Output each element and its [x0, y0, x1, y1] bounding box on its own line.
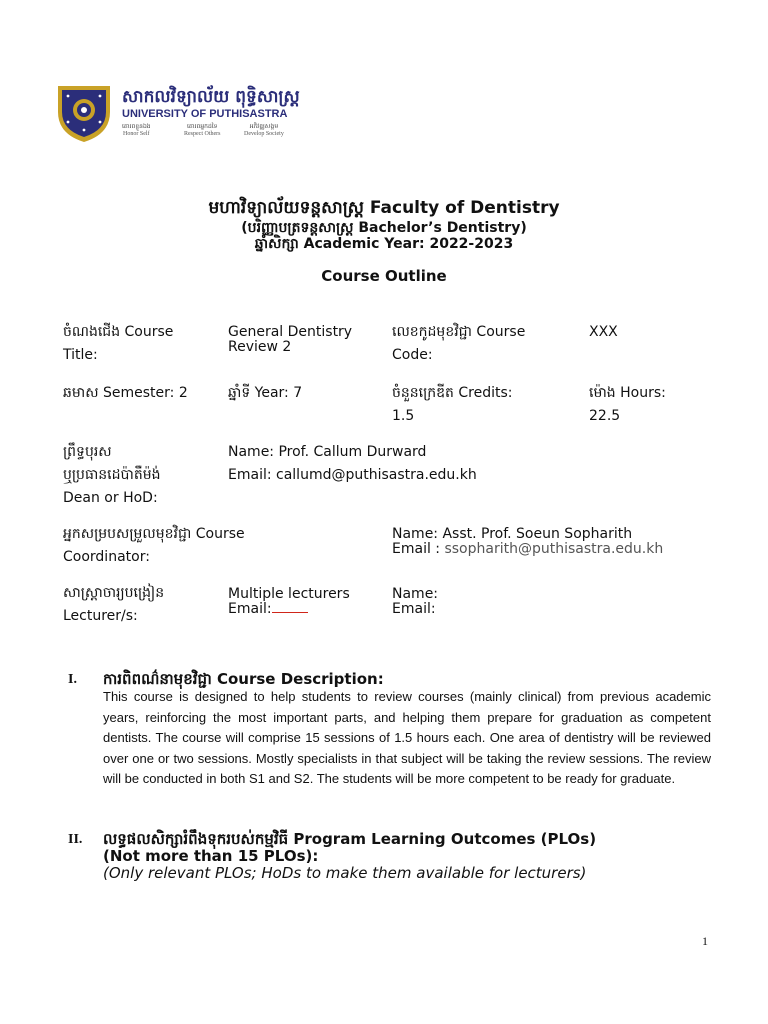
credits [392, 382, 513, 428]
tagline-english: Respect Others [184, 131, 221, 137]
plo-heading-line: លទ្ធផលសិក្សារំពឹងទុករបស់កម្មវិធី Program Learning Outcomes (PLOs) [103, 830, 597, 848]
university-name: UNIVERSITY OF PUTHISASTRA [122, 108, 288, 120]
label-line: Code: [392, 347, 433, 363]
label-line: អ្នកសម្របសម្រួលមុខវិជ្ជា Course [63, 526, 245, 542]
coordinator-label [63, 523, 245, 569]
course-description-text: This course is designed to help students to review courses (mainly clinical) from previous academic years, reinforcing the most important parts, and helping them prepare for graduation as competent dentists. The course will comprise 15 sessions of 1.5 hours each. One area of dentistry will be reviewed over one or two sessions. Mostly specialists in that subject will be taking the review sessions. The review will be conducted in both S1 and S2. The students will be more competent to be ready for graduate. [103, 689, 711, 786]
label-line: Coordinator: [63, 549, 150, 565]
course-code-label [392, 321, 525, 367]
course-title-label [63, 321, 173, 367]
label-line: សាស្ត្រាចារ្យបង្រៀន [63, 585, 165, 601]
value-line: General Dentistry [228, 324, 353, 340]
lecturer-name-email [392, 587, 438, 617]
tagline-respect-others [184, 122, 221, 137]
section-2-numeral: II. [68, 832, 83, 847]
coordinator-name: Name: Asst. Prof. Soeun Sopharith [392, 526, 633, 542]
coordinator-email-link[interactable]: ssopharith@puthisastra.edu.kh [444, 541, 664, 557]
label-line: ចំណងជើង Course [63, 324, 174, 340]
faculty-title: មហាវិទ្យាល័យទន្តសាស្ត្រ Faculty of Dentistry [208, 198, 560, 218]
year: ឆ្នាំទី Year: 7 [228, 385, 303, 401]
plo-heading-line: (Not more than 15 PLOs): [103, 847, 319, 865]
coordinator-contact [392, 527, 663, 557]
semester: ឆមាស Semester: 2 [63, 385, 188, 401]
tagline-khmer: អភិវឌ្ឍសង្គម [249, 124, 279, 130]
lecturer-value: Multiple lecturers [228, 586, 350, 602]
lecturer-label [63, 582, 164, 628]
email-label: Email: [228, 601, 272, 617]
hours-label: ម៉ោង Hours: [589, 385, 666, 401]
credits-value: 1.5 [392, 408, 415, 424]
tagline-english: Develop Society [244, 131, 284, 137]
tagline-english: Honor Self [123, 131, 150, 137]
tagline-khmer: គោរពខ្លួនឯង [122, 124, 151, 130]
university-name-khmer: សាកលវិទ្យាល័យ ពុទ្ធិសាស្ត្រ [122, 87, 300, 107]
name-label: Name: [392, 586, 439, 602]
email-label: Email : [392, 541, 445, 557]
tagline-khmer: គោរពអ្នកដទៃ [187, 124, 218, 130]
program-title: (បរិញ្ញាបត្រទន្តសាស្ត្រ Bachelor’s Dentistry) [241, 220, 527, 236]
plo-heading [103, 831, 596, 865]
academic-year-title: ឆ្នាំសិក្សា Academic Year: 2022-2023 [254, 236, 514, 252]
dean-contact [228, 441, 477, 487]
tagline-honor-self [122, 122, 151, 137]
page-number: 1 [702, 934, 708, 948]
hours [589, 382, 666, 428]
label-line: Title: [63, 347, 98, 363]
lecturer-email-line [228, 602, 350, 617]
dean-email: Email: callumd@puthisastra.edu.kh [228, 467, 477, 483]
hours-value: 22.5 [589, 408, 621, 424]
dean-name: Name: Prof. Callum Durward [228, 444, 427, 460]
value-line: Review 2 [228, 339, 292, 355]
lecturer-contact [228, 587, 350, 617]
course-description-heading: ការពិពណ៌នាមុខវិជ្ជា Course Description: [103, 670, 384, 688]
tagline-develop-society [244, 122, 284, 137]
credits-label: ចំនួនក្រេឌីត Credits: [392, 385, 513, 401]
label-line: ព្រឹទ្ធបុរស [63, 444, 112, 460]
course-outline-heading: Course Outline [321, 267, 447, 285]
university-crest-icon [54, 82, 114, 144]
section-1-numeral: I. [68, 672, 77, 687]
university-header [54, 82, 314, 146]
course-code-value: XXX [589, 324, 618, 340]
label-line: Lecturer/s: [63, 608, 138, 624]
coordinator-email-line [392, 542, 663, 557]
email-blank [272, 602, 308, 613]
plo-note: (Only relevant PLOs; HoDs to make them available for lecturers) [103, 864, 587, 882]
label-line: លេខកូដមុខវិជ្ជា Course [392, 324, 526, 340]
dean-label [63, 441, 160, 510]
course-title-value [228, 325, 352, 355]
label-line: Dean or HoD: [63, 490, 158, 506]
label-line: ឬប្រធានដេប៉ាតឺម៉ង់ [63, 467, 161, 483]
email-label: Email: [392, 601, 436, 617]
